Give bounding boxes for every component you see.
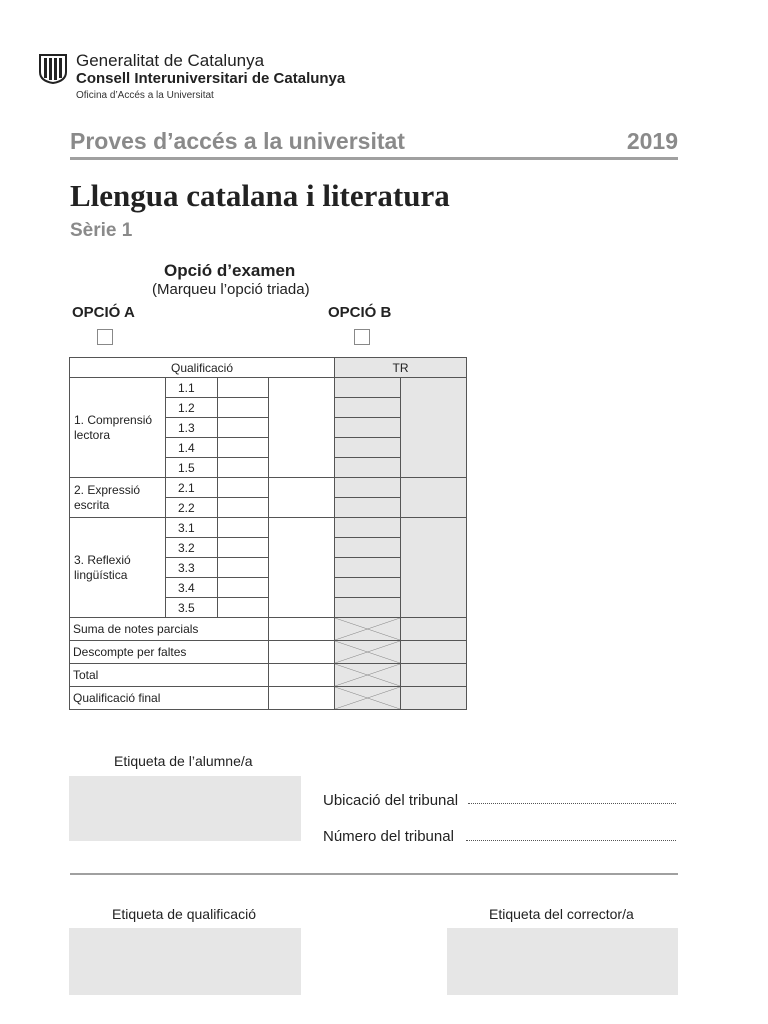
summary-value-cell[interactable]: [269, 687, 335, 710]
score-cell[interactable]: [218, 398, 269, 418]
student-label-caption: Etiqueta de l’alumne/a: [114, 753, 253, 769]
section-score-cell[interactable]: [269, 478, 335, 518]
tr-section-cell[interactable]: [401, 378, 467, 478]
score-cell[interactable]: [218, 538, 269, 558]
tr-score-cell[interactable]: [335, 598, 401, 618]
grade-label-caption: Etiqueta de qualificació: [112, 906, 256, 922]
corrector-label-caption: Etiqueta del corrector/a: [489, 906, 634, 922]
score-cell[interactable]: [218, 458, 269, 478]
tr-summary-cell[interactable]: [401, 641, 467, 664]
tribunal-location-field[interactable]: [468, 803, 676, 804]
tribunal-location-label: Ubicació del tribunal: [323, 792, 459, 809]
student-label-box: [69, 776, 301, 841]
summary-value-cell[interactable]: [269, 664, 335, 687]
score-cell[interactable]: [218, 558, 269, 578]
tr-score-cell[interactable]: [335, 398, 401, 418]
crossed-cell: [335, 664, 401, 687]
exam-year: 2019: [626, 128, 678, 154]
score-cell[interactable]: [218, 518, 269, 538]
item-number: 3.1: [166, 518, 218, 538]
option-a-label: OPCIÓ A: [72, 304, 135, 321]
item-number: 3.5: [166, 598, 218, 618]
catalan-coat-of-arms-icon: [37, 52, 69, 84]
section-score-cell[interactable]: [269, 518, 335, 618]
score-cell[interactable]: [218, 498, 269, 518]
tr-score-cell[interactable]: [335, 578, 401, 598]
corrector-label-box: [447, 928, 678, 995]
item-number: 3.2: [166, 538, 218, 558]
tr-score-cell[interactable]: [335, 518, 401, 538]
tr-score-cell[interactable]: [335, 538, 401, 558]
section-label: 2. Expressió escrita: [70, 478, 166, 518]
option-b-label: OPCIÓ B: [328, 304, 392, 321]
score-cell[interactable]: [218, 378, 269, 398]
tr-score-cell[interactable]: [335, 418, 401, 438]
option-title: Opció d’examen: [164, 261, 296, 280]
summary-value-cell[interactable]: [269, 641, 335, 664]
summary-label-final: Qualificació final: [70, 687, 269, 710]
item-number: 1.4: [166, 438, 218, 458]
tr-score-cell[interactable]: [335, 498, 401, 518]
grade-table: [69, 357, 467, 710]
section-label: 3. Reflexió lingüística: [70, 518, 166, 618]
option-b-checkbox[interactable]: [354, 329, 370, 345]
tr-section-cell[interactable]: [401, 478, 467, 518]
score-cell[interactable]: [218, 578, 269, 598]
council-name: Consell Interuniversitari de Catalunya: [76, 70, 346, 87]
footer-divider: [70, 873, 678, 875]
tr-header: TR: [335, 358, 467, 378]
section-label: 1. Comprensió lectora: [70, 378, 166, 478]
summary-label-discount: Descompte per faltes: [70, 641, 269, 664]
tr-summary-cell[interactable]: [401, 664, 467, 687]
tr-score-cell[interactable]: [335, 458, 401, 478]
tr-score-cell[interactable]: [335, 378, 401, 398]
exam-title: Proves d’accés a la universitat: [70, 128, 405, 154]
option-a-checkbox[interactable]: [97, 329, 113, 345]
item-number: 2.1: [166, 478, 218, 498]
grade-header: Qualificació: [70, 358, 335, 378]
item-number: 3.4: [166, 578, 218, 598]
crossed-cell: [335, 618, 401, 641]
subject-title: Llengua catalana i literatura: [70, 178, 450, 213]
summary-value-cell[interactable]: [269, 618, 335, 641]
tr-summary-cell[interactable]: [401, 687, 467, 710]
score-cell[interactable]: [218, 478, 269, 498]
item-number: 3.3: [166, 558, 218, 578]
tr-summary-cell[interactable]: [401, 618, 467, 641]
tribunal-number-label: Número del tribunal: [323, 828, 454, 845]
tr-score-cell[interactable]: [335, 478, 401, 498]
org-name: Generalitat de Catalunya: [76, 51, 265, 70]
crossed-cell: [335, 641, 401, 664]
office-name: Oficina d’Accés a la Universitat: [76, 90, 214, 101]
section-score-cell[interactable]: [269, 378, 335, 478]
item-number: 1.5: [166, 458, 218, 478]
crossed-cell: [335, 687, 401, 710]
tr-score-cell[interactable]: [335, 558, 401, 578]
score-cell[interactable]: [218, 438, 269, 458]
grade-label-box: [69, 928, 301, 995]
score-cell[interactable]: [218, 418, 269, 438]
option-instructions: (Marqueu l’opció triada): [152, 281, 310, 298]
tr-section-cell[interactable]: [401, 518, 467, 618]
tr-score-cell[interactable]: [335, 438, 401, 458]
item-number: 2.2: [166, 498, 218, 518]
score-cell[interactable]: [218, 598, 269, 618]
item-number: 1.3: [166, 418, 218, 438]
summary-label-total: Total: [70, 664, 269, 687]
item-number: 1.2: [166, 398, 218, 418]
series-label: Sèrie 1: [70, 220, 133, 241]
tribunal-number-field[interactable]: [466, 840, 676, 841]
summary-label-sum: Suma de notes parcials: [70, 618, 269, 641]
item-number: 1.1: [166, 378, 218, 398]
header-divider: [70, 157, 678, 160]
